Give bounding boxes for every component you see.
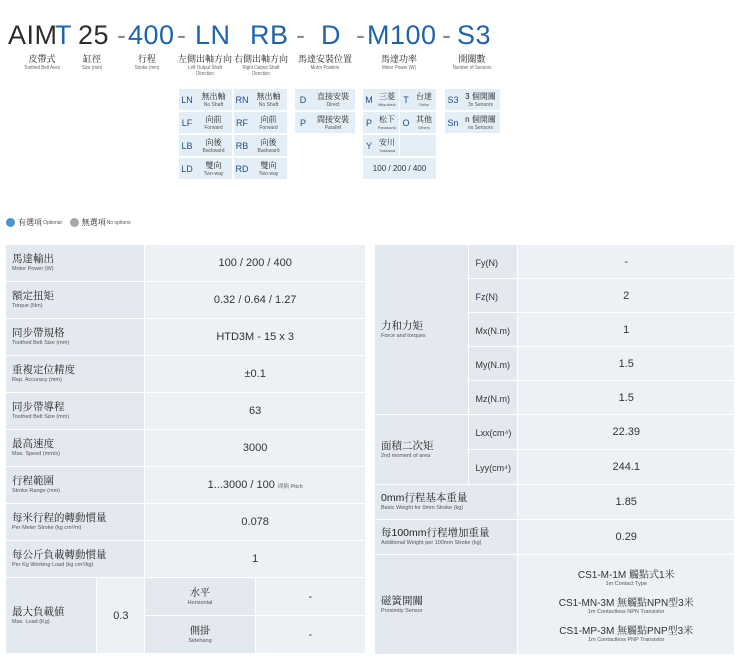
spec-row: 馬達輸出 Motor Power (W) 100 / 200 / 400 bbox=[6, 245, 365, 281]
spec-value: 1.5 bbox=[518, 381, 734, 414]
area-row: Lyy(cm⁴) 244.1 bbox=[375, 450, 734, 484]
spec-row-max-load: 最大負載値 Max. Load (Kg) 0.3 水平 Horizontal - bbox=[6, 578, 365, 615]
spec-row: 同步帶規格 Toothed Belt Size (mm) HTD3M - 15 x 3 bbox=[6, 319, 365, 355]
option-right-shaft: RF 向前 Forward bbox=[234, 112, 287, 133]
spec-row: 重複定位精度 Rep. Accuracy (mm) ±0.1 bbox=[6, 356, 365, 392]
code-stroke: 400 bbox=[128, 20, 175, 50]
spec-value: HTD3M - 15 x 3 bbox=[145, 319, 365, 355]
header-motor-position: 馬達安裝位置 Motor Position bbox=[297, 54, 353, 71]
code-motor-power: M100 bbox=[367, 20, 437, 50]
legend-optional-en: Optional bbox=[43, 219, 62, 226]
spec-value: 63 bbox=[145, 393, 365, 429]
spec-value: ±0.1 bbox=[145, 356, 365, 392]
force-row: Mz(N.m) 1.5 bbox=[375, 381, 734, 414]
header-right-shaft: 右側出軸方向 Right Output Shaft Direction bbox=[233, 54, 289, 77]
spec-row: 每公斤負載轉動慣量 Per Kg Working Load (kg cm²/kg) 1 bbox=[6, 541, 365, 577]
option-motor-brand: P 松下 Panasonic bbox=[363, 112, 399, 133]
legend-none-en: No options bbox=[106, 219, 131, 226]
option-right-shaft: RN 無出軸 No Shaft bbox=[234, 89, 287, 110]
spec-value: 2 bbox=[518, 279, 734, 312]
sensor-list bbox=[518, 555, 734, 654]
spec-value: 1 bbox=[518, 313, 734, 346]
spec-value: 100 / 200 / 400 bbox=[145, 245, 365, 281]
option-motor-position: D 直接安裝 Direct bbox=[295, 89, 355, 110]
no-option-dot-icon bbox=[70, 218, 79, 227]
option-left-shaft: LB 向後 Backward bbox=[179, 135, 232, 156]
spec-row: 同步帶導程 Toothed Belt Size (mm) 63 bbox=[6, 393, 365, 429]
spec-row: 最高速度 Max. Speed (mm/s) 3000 bbox=[6, 430, 365, 466]
code-dash: - bbox=[177, 20, 187, 50]
code-type: T bbox=[55, 20, 72, 50]
spec-table-left bbox=[5, 244, 366, 654]
optional-dot-icon bbox=[6, 218, 15, 227]
option-motor-brand: Y 安川 Yaskawa bbox=[363, 135, 399, 156]
option-blank bbox=[400, 135, 436, 156]
option-motor-brand: M 三菱 Mitsubishi bbox=[363, 89, 399, 110]
sensor-row: 磁簧開關 Proximity Sensor CS1-M-1M 觸點式1米 1m Contact Type CS1-MN-3M 無觸點NPN型3米 1m Contactless NPN Transistor CS1-MP-3M 無觸點PNP型3米 1m Contactless PNP Transistor bbox=[375, 555, 734, 654]
spec-value: 1...3000 / 100 間隔 Pitch bbox=[145, 467, 365, 503]
spec-row-max-load: 側掛 Sidehang - bbox=[6, 616, 365, 653]
header-belt-axes: 皮帶式 Toothed Belt Axes bbox=[23, 54, 61, 71]
force-row: My(N.m) 1.5 bbox=[375, 347, 734, 380]
spec-value: 0.29 bbox=[518, 520, 734, 554]
code-motor-pos: D bbox=[321, 20, 341, 50]
option-motor-position: P 間接安裝 Parallel bbox=[295, 112, 355, 133]
sensor-item: CS1-M-1M 觸點式1米 1m Contact Type bbox=[577, 569, 675, 587]
spec-row: 每米行程的轉動慣量 Per Meter Stroke (kg cm²/m) 0.078 bbox=[6, 504, 365, 540]
option-left-shaft: LN 無出軸 No Shaft bbox=[179, 89, 232, 110]
spec-value: 0.32 / 0.64 / 1.27 bbox=[145, 282, 365, 318]
code-dash: - bbox=[117, 20, 127, 50]
code-sensors: S3 bbox=[457, 20, 492, 50]
legend bbox=[6, 217, 131, 228]
option-left-shaft: LD 雙向 Two-way bbox=[179, 158, 232, 179]
force-row: 力和力矩 Force and torques Fy(N) - bbox=[375, 245, 734, 278]
force-row: Fz(N) 2 bbox=[375, 279, 734, 312]
area-row: 面積二次矩 2nd moment of area Lxx(cm⁴) 22.39 bbox=[375, 415, 734, 449]
spec-value: 244.1 bbox=[518, 450, 734, 484]
code-dash: - bbox=[356, 20, 366, 50]
option-motor-brand: O 其他 Others bbox=[400, 112, 436, 133]
force-row: Mx(N.m) 1 bbox=[375, 313, 734, 346]
code-left-shaft: LN bbox=[195, 20, 231, 50]
code-series: AIM bbox=[8, 20, 58, 50]
spec-row: 每100mm行程增加重量 Additional Weight per 100mm Stroke (kg) 0.29 bbox=[375, 520, 734, 554]
spec-value: - bbox=[256, 578, 365, 615]
code-dash: - bbox=[442, 20, 452, 50]
spec-value: 22.39 bbox=[518, 415, 734, 449]
spec-value: 1.5 bbox=[518, 347, 734, 380]
option-right-shaft: RD 雙向 Two-way bbox=[234, 158, 287, 179]
spec-value: 0.078 bbox=[145, 504, 365, 540]
spec-value: 1.85 bbox=[518, 485, 734, 519]
option-left-shaft: LF 向前 Forward bbox=[179, 112, 232, 133]
spec-value: - bbox=[256, 616, 365, 653]
spec-value: 1 bbox=[145, 541, 365, 577]
code-dash: - bbox=[296, 20, 306, 50]
sensor-item: CS1-MP-3M 無觸點PNP型3米 1m Contactless PNP Transistor bbox=[559, 625, 694, 643]
header-size: 缸徑 Size (mm) bbox=[81, 54, 103, 71]
option-motor-power-values: 100 / 200 / 400 bbox=[363, 158, 436, 179]
sensor-item: CS1-MN-3M 無觸點NPN型3米 1m Contactless NPN Transistor bbox=[558, 597, 694, 615]
legend-none: 無選項 bbox=[81, 218, 106, 227]
header-left-shaft: 左側出軸方向 Left Output Shaft Direction bbox=[177, 54, 233, 77]
spec-row: 額定扭矩 Torque (Nm) 0.32 / 0.64 / 1.27 bbox=[6, 282, 365, 318]
spec-table-right bbox=[374, 244, 735, 655]
option-right-shaft: RB 向後 Backward bbox=[234, 135, 287, 156]
max-load-value: 0.3 bbox=[97, 578, 144, 653]
option-motor-brand: T 台達 Delta bbox=[400, 89, 436, 110]
legend-optional: 有選項 bbox=[18, 218, 42, 227]
option-sensors: Sn n 個開關 nx Sensors bbox=[445, 112, 500, 133]
header-motor-power: 馬達功率 Motor Power (W) bbox=[380, 54, 417, 71]
code-size: 25 bbox=[78, 20, 110, 50]
spec-row: 行程範圍 Stroke Range (mm) 1...3000 / 100 間隔 Pitch bbox=[6, 467, 365, 503]
spec-row: 0mm行程基本重量 Basic Weight for 0mm Stroke (kg) 1.85 bbox=[375, 485, 734, 519]
code-right-shaft: RB bbox=[250, 20, 289, 50]
spec-value: - bbox=[518, 245, 734, 278]
option-sensors: S3 3 個開關 3x Sensors bbox=[445, 89, 500, 110]
header-sensors: 開關數 Number of Sensors bbox=[452, 54, 492, 71]
spec-value: 3000 bbox=[145, 430, 365, 466]
header-stroke: 行程 Stroke (mm) bbox=[134, 54, 160, 71]
